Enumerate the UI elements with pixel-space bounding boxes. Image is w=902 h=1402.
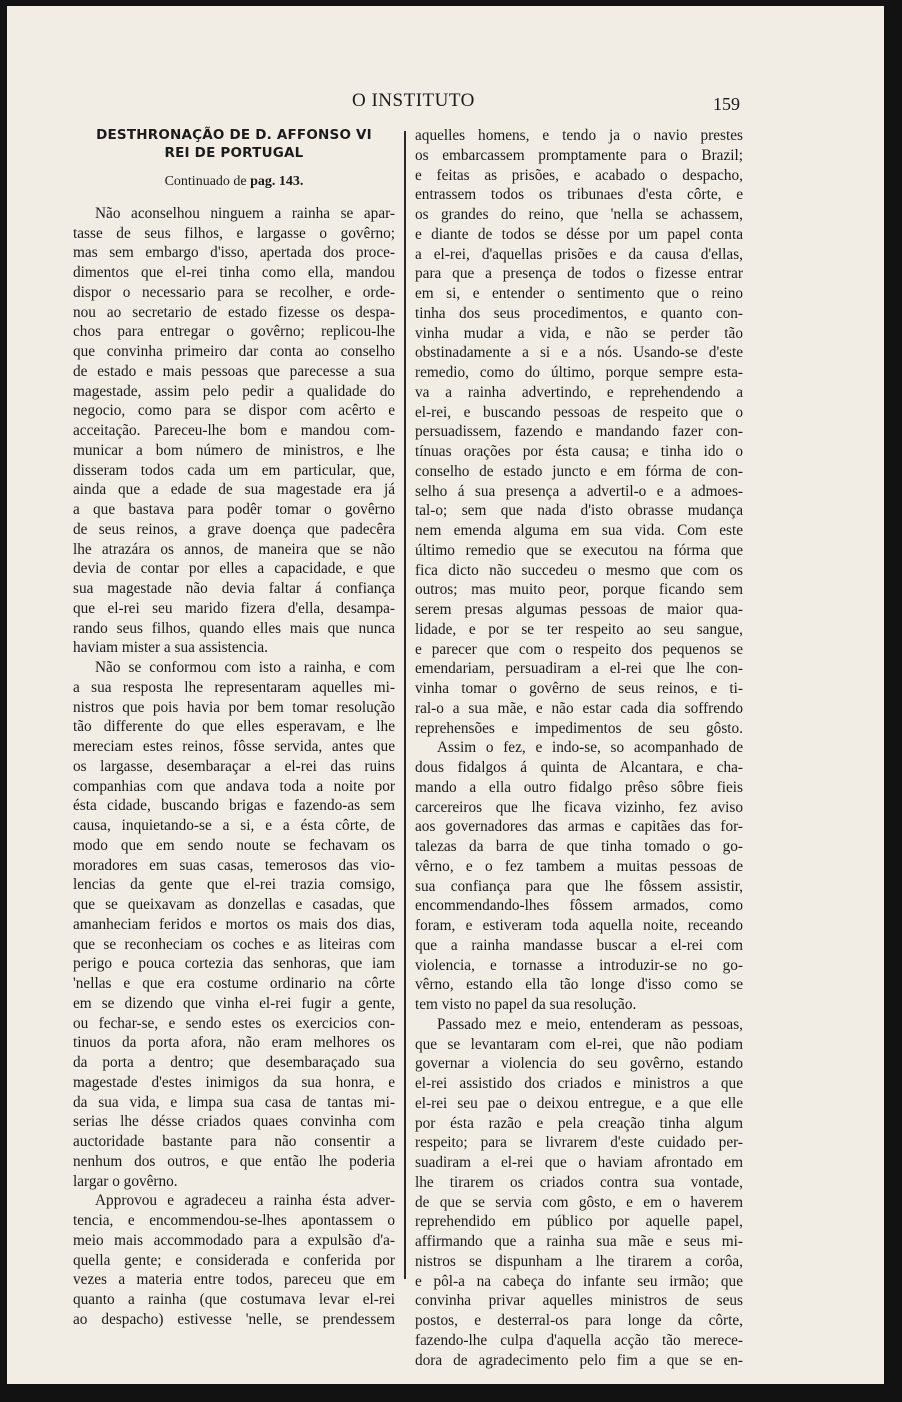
text-line: carcereiros que lhe ficava vizinho, fez aviso xyxy=(415,798,743,816)
text-line: em si, e entender o sentimento que o reino xyxy=(415,285,743,302)
text-line: encommendando-lhes fôssem armados, como xyxy=(415,897,743,915)
text-line: magestade d'estes inimigos da sua honra, e xyxy=(73,1073,395,1091)
text-line: va a rainha advertindo, e reprehendendo a xyxy=(415,383,743,401)
text-line: vezes a materia entre todos, pareceu que em xyxy=(73,1271,395,1289)
text-line: e diante de todos se désse por um papel conta xyxy=(415,225,743,243)
text-line: da porta a dentro; que desembaraçado sua xyxy=(73,1054,395,1071)
text-line: Assim o fez, e indo-se, so acompanhado de xyxy=(437,739,743,757)
text-line: dous fidalgos á quinta de Alcantara, e cha- xyxy=(415,759,743,776)
text-line: que convinha primeiro dar conta ao conselho xyxy=(73,343,395,360)
text-line: tinuos da porta afora, não eram melhores os xyxy=(73,1034,395,1052)
text-line: causa, inquietando-se a si, e a ésta côrte, de xyxy=(73,817,395,834)
text-line: ainda que a edade de sua magestade era já xyxy=(73,481,395,499)
text-line: emendariam, persuadiram a el-rei que lhe con- xyxy=(415,660,743,678)
text-line: lhe tirarem os criados contra sua vontade, xyxy=(415,1173,743,1191)
text-line: nem emenda alguma em sua vida. Com este xyxy=(415,522,743,539)
text-line: os largasse, desembaraçar a el-rei das ruins xyxy=(73,757,395,775)
text-line: e feitas as prisões, e acabado o despacho, xyxy=(415,166,743,184)
text-line: 'nellas e que era costume ordinario na côrte xyxy=(73,975,395,992)
text-line: tínuas orações por ésta causa; e tinha ido o xyxy=(415,443,743,460)
text-line: que el-rei seu marido fizera d'ella, desampa- xyxy=(73,599,395,617)
text-line: suadiram a el-rei que o haviam afrontado em xyxy=(415,1154,743,1171)
text-line: os grandes do reino, que 'nella se achassem, xyxy=(415,206,743,223)
right-column-text xyxy=(415,126,743,1370)
text-line: sua confiança para que lhe fôssem assistir, xyxy=(415,877,743,895)
text-line: que se reconheciam os coches e as liteiras com xyxy=(73,935,395,953)
text-line: por ésta razão e pela creação tinha algum xyxy=(415,1114,743,1132)
text-line: affirmando que a rainha sua mãe e seus mi- xyxy=(415,1233,743,1250)
text-line: da sua vida, e limpa sua casa de tantas mi- xyxy=(73,1093,395,1111)
text-line: municar a bom número de ministros, e lhe xyxy=(73,441,395,459)
text-line: haviam mister a sua assistencia. xyxy=(73,639,268,657)
text-line: dora de agradecimento pelo fim a que se en- xyxy=(415,1351,743,1369)
text-line: aos governadores das armas e capitães das for- xyxy=(415,818,743,836)
right-column xyxy=(415,126,743,1370)
running-title: O INSTITUTO xyxy=(352,90,475,111)
text-line: Passado mez e meio, entenderam as pessoas, xyxy=(437,1015,743,1033)
continuation-ref: pag. 143. xyxy=(250,174,304,189)
scan-border-right xyxy=(884,6,893,1393)
text-line: nou ao secretario de estado fizesse os despa- xyxy=(73,303,395,321)
text-line: serias lhe désse criados quaes convinha com xyxy=(73,1113,395,1131)
text-line: mereciam estes reinos, fôsse servida, antes que xyxy=(73,738,395,755)
text-line: nenhum dos outros, e que então lhe poderia xyxy=(73,1152,395,1170)
text-line: Não aconselhou ninguem a rainha se apar- xyxy=(95,204,395,222)
text-line: Approvou e agradeceu a rainha ésta adver- xyxy=(95,1192,395,1210)
text-line: quella gente; e considerada e conferida por xyxy=(73,1251,395,1269)
text-line: ou fechar-se, e sendo estes os exercicios con- xyxy=(73,1014,395,1032)
text-line: tasse de seus filhos, e largasse o govêrno; xyxy=(73,224,395,242)
text-line: fazendo-lhe culpa d'aquella acção tão merece- xyxy=(415,1331,743,1349)
text-line: de seus reinos, a grave doença que padecêra xyxy=(73,520,395,538)
text-line: companhias com que andava toda a noite por xyxy=(73,777,395,795)
text-line: entrassem todos os tribunaes d'esta côrte, e xyxy=(415,186,743,204)
text-line: vêrno, estando ella tão longe d'isso como se xyxy=(415,976,743,994)
continuation-note xyxy=(73,172,395,192)
text-line: obstinadamente a si e a nós. Usando-se d'este xyxy=(415,344,743,362)
text-line: dispor o necessario para se recolher, e orde- xyxy=(73,283,395,301)
text-line: amanheciam feridos e mortos os mais dos dias, xyxy=(73,915,395,933)
text-line: outros; mas muito peor, porque ficando sem xyxy=(415,581,743,599)
text-line: reprehendido em público por aquelle papel, xyxy=(415,1213,743,1231)
text-line: mas sem embargo d'isso, apertada dos proce- xyxy=(73,244,395,262)
text-line: para que a presença de todos o fizesse entrar xyxy=(415,265,743,283)
text-line: moradores em suas casas, temerosos das vio- xyxy=(73,856,395,874)
text-line: rando seus filhos, quando elles mais que nunca xyxy=(73,619,395,637)
text-line: persuadissem, fazendo e mandando fazer con- xyxy=(415,423,743,441)
text-line: que se levantaram com el-rei, que não podiam xyxy=(415,1035,743,1053)
text-line: magestade, assim pelo pedir a qualidade do xyxy=(73,382,395,400)
text-line: talezas da barra de que tinha tomado o go- xyxy=(415,838,743,855)
article-title-line-2: REI DE PORTUGAL xyxy=(164,145,304,161)
text-line: devia de contar por elles a capacidade, e que xyxy=(73,560,395,578)
text-line: último remedio que se executou na fórma que xyxy=(415,541,743,559)
text-line: que a rainha mandasse buscar a el-rei com xyxy=(415,936,743,954)
text-line: de estado e mais pessoas que parecesse a sua xyxy=(73,362,395,380)
text-line: remedio, como do último, porque sempre esta- xyxy=(415,364,743,381)
text-line: ral-o a sua mãe, e não estar cada dia soffrendo xyxy=(415,699,743,717)
text-line: el-rei seu pae o deixou entregue, e a que elle xyxy=(415,1094,743,1112)
left-column-text xyxy=(73,204,395,1330)
text-line: modo que em sendo noute se fechavam os xyxy=(73,836,395,854)
text-line: lidade, e por se ter respeito ao seu sangue, xyxy=(415,620,743,638)
text-line: lhe atrazára os annos, de maneira que se não xyxy=(73,540,395,558)
text-line: tinha dos seus procedimentos, e quanto con- xyxy=(415,304,743,322)
article-title-line-1: DESTHRONAÇÃO DE D. AFFONSO VI xyxy=(96,127,372,143)
text-line: Não se conformou com isto a rainha, e com xyxy=(95,659,395,676)
text-line: mando a ella outro fidalgo prêso sôbre fieis xyxy=(415,778,743,796)
text-line: convinha privar aquelles ministros de seus xyxy=(415,1292,743,1310)
column-divider xyxy=(404,131,406,1279)
text-line: fica dicto não succedeu o mesmo que com os xyxy=(415,561,743,579)
text-line: aquelles homens, e tendo ja o navio prestes xyxy=(415,127,743,144)
text-line: que se queixavam as donzellas e casadas, que xyxy=(73,896,395,913)
text-line: os embarcassem promptamente para o Brazil; xyxy=(415,146,743,164)
text-line: negocio, como para se dispor com acêrto e xyxy=(73,402,395,420)
text-line: vinha tomar o govêrno de seus reinos, e ti- xyxy=(415,680,743,697)
text-line: postos, e desterral-os para longe da côrte, xyxy=(415,1312,743,1329)
text-line: conselho de estado juncto e em fórma de con- xyxy=(415,462,743,480)
text-line: perigo e pouca cortezia das senhoras, que iam xyxy=(73,955,395,973)
text-line: dimentos que el-rei tinha como ella, mandou xyxy=(73,264,395,281)
text-line: chos para entregar o govêrno; replicou-lhe xyxy=(73,323,395,341)
text-line: violencia, e tornasse a introduzir-se no go- xyxy=(415,956,743,974)
document-page xyxy=(7,6,893,1393)
text-line: nistros que pois havia por bem tomar resolução xyxy=(73,698,395,716)
continuation-prefix: Continuado de xyxy=(164,174,247,189)
text-line: el-rei, e buscando pessoas de respeito que o xyxy=(415,403,743,421)
text-line: nistros se dispunham a lhe tirarem a corôa, xyxy=(415,1252,743,1270)
text-line: reprehensões e impedimentos de seu gôsto. xyxy=(415,719,743,737)
text-line: tão differente do que elles esperavam, e lhe xyxy=(73,718,395,736)
text-line: sua magestade não devia faltar á confiança xyxy=(73,580,395,597)
text-line: em se dizendo que vinha el-rei fugir a gente, xyxy=(73,994,395,1012)
text-line: selho á sua presença a advertil-o e a admoes- xyxy=(415,482,743,500)
page-number: 159 xyxy=(713,94,740,114)
text-line: a el-rei, d'aquellas prisões e da causa d'ellas, xyxy=(415,245,743,263)
text-line: acceitação. Pareceu-lhe bom e mandou com- xyxy=(73,422,395,439)
text-line: el-rei assistido dos criados e ministros a que xyxy=(415,1075,743,1092)
text-line: tem visto no papel da sua resolução. xyxy=(415,996,637,1013)
text-line: serem presas algumas pessoas de maior qua- xyxy=(415,601,743,618)
text-line: respeito; para se livrarem d'este cuidado per- xyxy=(415,1134,743,1152)
text-line: vêrno, e o fez tambem a muitas pessoas de xyxy=(415,857,743,875)
text-line: lencias da gente que el-rei trazia comsigo, xyxy=(73,876,395,894)
text-line: disseram todos cada um em particular, que, xyxy=(73,461,395,479)
text-line: ésta cidade, buscando brigas e fazendo-as sem xyxy=(73,797,395,815)
text-line: tal-o; sem que nada d'isto obrasse mudança xyxy=(415,502,743,520)
text-line: largar o govêrno. xyxy=(73,1172,178,1190)
scan-border-bottom xyxy=(7,1384,893,1393)
text-line: tencia, e encommendou-se-lhes apontassem o xyxy=(73,1212,395,1229)
text-line: de que se servia com gôsto, e em o haverem xyxy=(415,1193,743,1211)
text-line: foram, e estiveram toda aquella noite, receando xyxy=(415,917,743,934)
text-line: a sua resposta lhe representaram aquelles mi- xyxy=(73,678,395,696)
text-line: e parecer que com o respeito dos pequenos se xyxy=(415,640,743,658)
text-line: quanto a rainha (que costumava levar el-rei xyxy=(73,1291,395,1308)
text-line: e pôl-a na cabeça do infante seu irmão; que xyxy=(415,1272,743,1290)
text-line: auctoridade bastante para não consentir a xyxy=(73,1133,395,1150)
text-line: a que bastava para podêr tomar o govêrno xyxy=(73,501,395,518)
text-line: governar a violencia do seu govêrno, estando xyxy=(415,1055,743,1073)
left-column xyxy=(73,126,395,1330)
text-line: vinha mudar a vida, e não se perder tão xyxy=(415,324,743,342)
text-line: meio mais accommodado para a expulsão d'a- xyxy=(73,1231,395,1249)
text-line: ao despacho) estivesse 'nelle, se prendessem xyxy=(73,1310,395,1328)
